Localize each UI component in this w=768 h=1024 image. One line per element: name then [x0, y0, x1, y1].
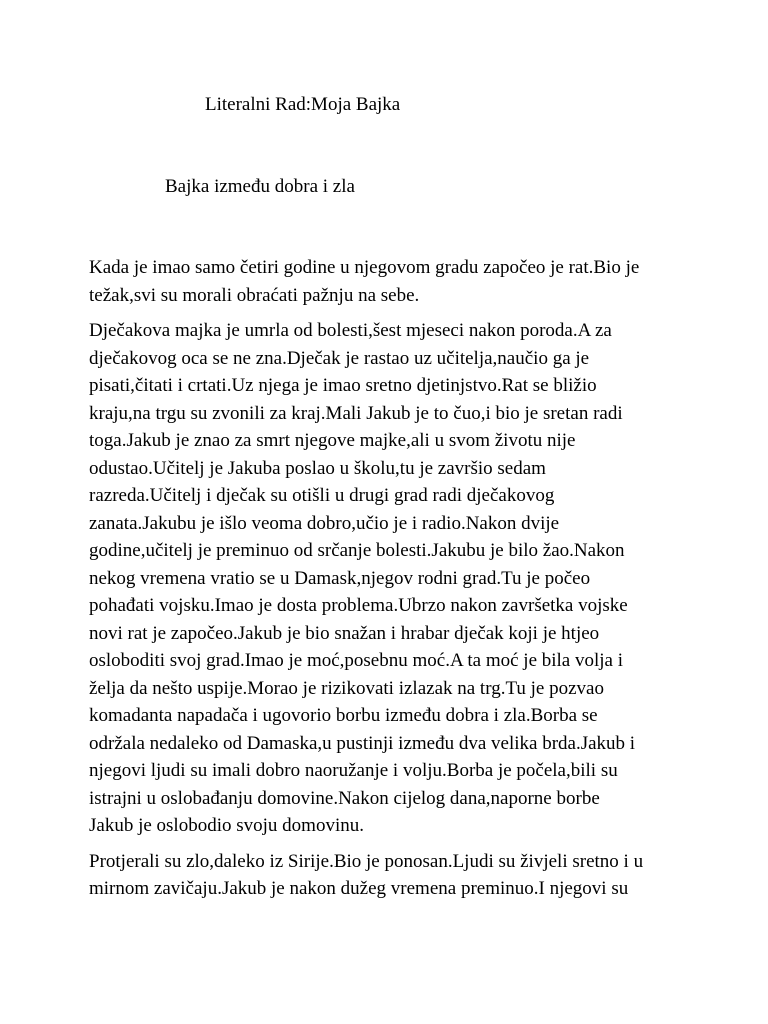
- document-title: Literalni Rad:Moja Bajka: [205, 94, 401, 115]
- text-line: osloboditi svoj grad.Imao je moć,posebnu moć.A ta moć je bila volja i: [89, 650, 624, 671]
- text-line: godine,učitelj je preminuo od srčanje bolesti.Jakubu je bilo žao.Nakon: [89, 540, 625, 561]
- text-line: težak,svi su morali obraćati pažnju na sebe.: [89, 284, 420, 306]
- document-body: [89, 254, 689, 911]
- text-line: istrajni u oslobađanju domovine.Nakon cijelog dana,naporne borbe: [89, 787, 600, 809]
- text-line: komadanta napadača i ugovorio borbu između dobra i zla.Borba se: [89, 705, 598, 726]
- text-line: pisati,čitati i crtati.Uz njega je imao sretno djetinjstvo.Rat se bližio: [89, 375, 597, 396]
- text-line: održala nedaleko od Damaska,u pustinji između dva velika brda.Jakub i: [89, 732, 636, 754]
- paragraph: [89, 317, 689, 840]
- text-line: kraju,na trgu su zvonili za kraj.Mali Jakub je to čuo,i bio je sretan radi: [89, 402, 623, 424]
- text-line: njegovi ljudi su imali dobro naoružanje i volju.Borba je počela,bili su: [89, 760, 618, 781]
- text-line: novi rat je započeo.Jakub je bio snažan i hrabar dječak koji je htjeo: [89, 622, 600, 644]
- document-subtitle: Bajka između dobra i zla: [165, 176, 355, 197]
- text-line: odustao.Učitelj je Jakuba poslao u školu,tu je završio sedam: [89, 457, 546, 479]
- text-line: razreda.Učitelj i dječak su otišli u drugi grad radi dječakovog: [89, 485, 555, 506]
- text-line: toga.Jakub je znao za smrt njegove majke,ali u svom životu nije: [89, 430, 576, 451]
- text-line: zanata.Jakubu je išlo veoma dobro,učio je i radio.Nakon dvije: [89, 512, 560, 534]
- text-line: mirnom zavičaju.Jakub je nakon dužeg vremena preminuo.I njegovi su: [89, 878, 629, 899]
- text-line: dječakovog oca se ne zna.Dječak je rastao uz učitelja,naučio ga je: [89, 347, 590, 369]
- paragraph: [89, 254, 689, 309]
- text-line: Dječakova majka je umrla od bolesti,šest mjeseci nakon poroda.A za: [89, 320, 612, 341]
- text-line: Jakub je oslobodio svoju domovinu.: [89, 815, 364, 836]
- text-line: Kada je imao samo četiri godine u njegovom gradu započeo je rat.Bio je: [89, 257, 640, 278]
- text-line: nekog vremena vratio se u Damask,njegov rodni grad.Tu je počeo: [89, 567, 591, 589]
- text-line: Protjerali su zlo,daleko iz Sirije.Bio je ponosan.Ljudi su živjeli sretno i u: [89, 850, 644, 872]
- paragraph: [89, 848, 689, 903]
- text-line: pohađati vojsku.Imao je dosta problema.Ubrzo nakon završetka vojske: [89, 595, 628, 616]
- text-line: želja da nešto uspije.Morao je rizikovati izlazak na trg.Tu je pozvao: [89, 677, 604, 699]
